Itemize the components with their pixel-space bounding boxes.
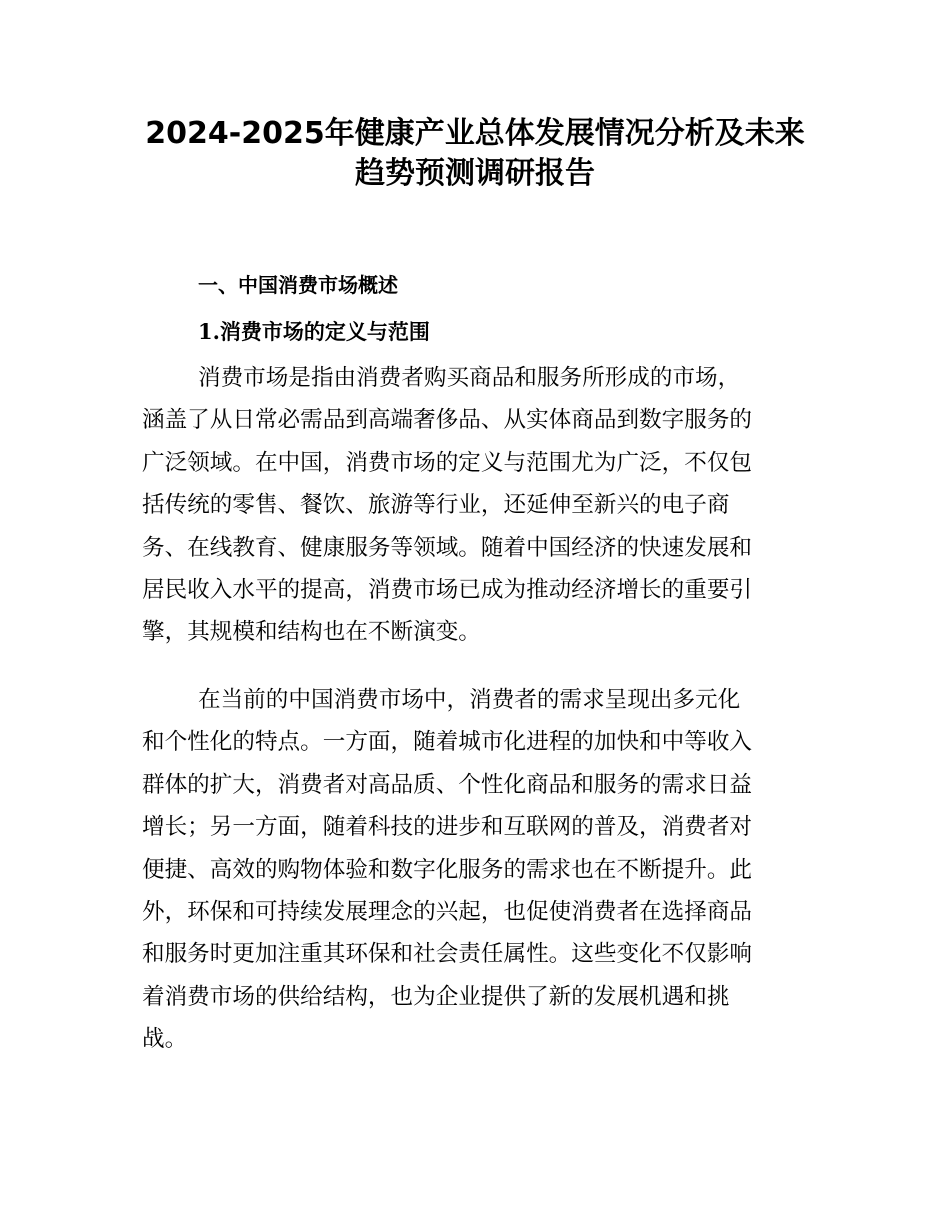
paragraph-line: 和服务时更加注重其环保和社会责任属性。这些变化不仅影响 <box>142 941 753 968</box>
document-title-line-2: 趋势预测调研报告 <box>355 156 595 191</box>
body-paragraph-2 <box>142 679 812 1061</box>
paragraph-line: 和个性化的特点。一方面，随着城市化进程的加快和中等收入 <box>142 729 753 756</box>
paragraph-line: 居民收入水平的提高，消费市场已成为推动经济增长的重要引 <box>142 576 753 603</box>
paragraph-line: 增长；另一方面，随着科技的进步和互联网的普及，消费者对 <box>142 814 753 841</box>
paragraph-line: 消费市场是指由消费者购买商品和服务所形成的市场， <box>198 365 741 391</box>
subsection-heading: 1.消费市场的定义与范围 <box>198 319 430 344</box>
paragraph-line: 擎，其规模和结构也在不断演变。 <box>142 619 481 646</box>
section-heading: 一、中国消费市场概述 <box>198 273 398 297</box>
paragraph-line: 括传统的零售、餐饮、旅游等行业，还延伸至新兴的电子商 <box>142 492 730 519</box>
paragraph-line: 在当前的中国消费市场中，消费者的需求呈现出多元化 <box>198 687 741 713</box>
paragraph-line: 外，环保和可持续发展理念的兴起，也促使消费者在选择商品 <box>142 898 753 925</box>
paragraph-line: 群体的扩大，消费者对高品质、个性化商品和服务的需求日益 <box>142 771 753 798</box>
paragraph-line: 务、在线教育、健康服务等领域。随着中国经济的快速发展和 <box>142 534 753 561</box>
paragraph-line: 广泛领域。在中国，消费市场的定义与范围尤为广泛，不仅包 <box>142 449 753 476</box>
paragraph-line: 涵盖了从日常必需品到高端奢侈品、从实体商品到数字服务的 <box>142 407 753 434</box>
paragraph-line: 着消费市场的供给结构，也为企业提供了新的发展机遇和挑 <box>142 983 730 1010</box>
paragraph-line: 便捷、高效的购物体验和数字化服务的需求也在不断提升。此 <box>142 856 753 883</box>
body-paragraph-1 <box>142 357 812 654</box>
document-title-line-1: 2024-2025年健康产业总体发展情况分析及未来 <box>145 116 805 151</box>
paragraph-line: 战。 <box>142 1026 188 1053</box>
